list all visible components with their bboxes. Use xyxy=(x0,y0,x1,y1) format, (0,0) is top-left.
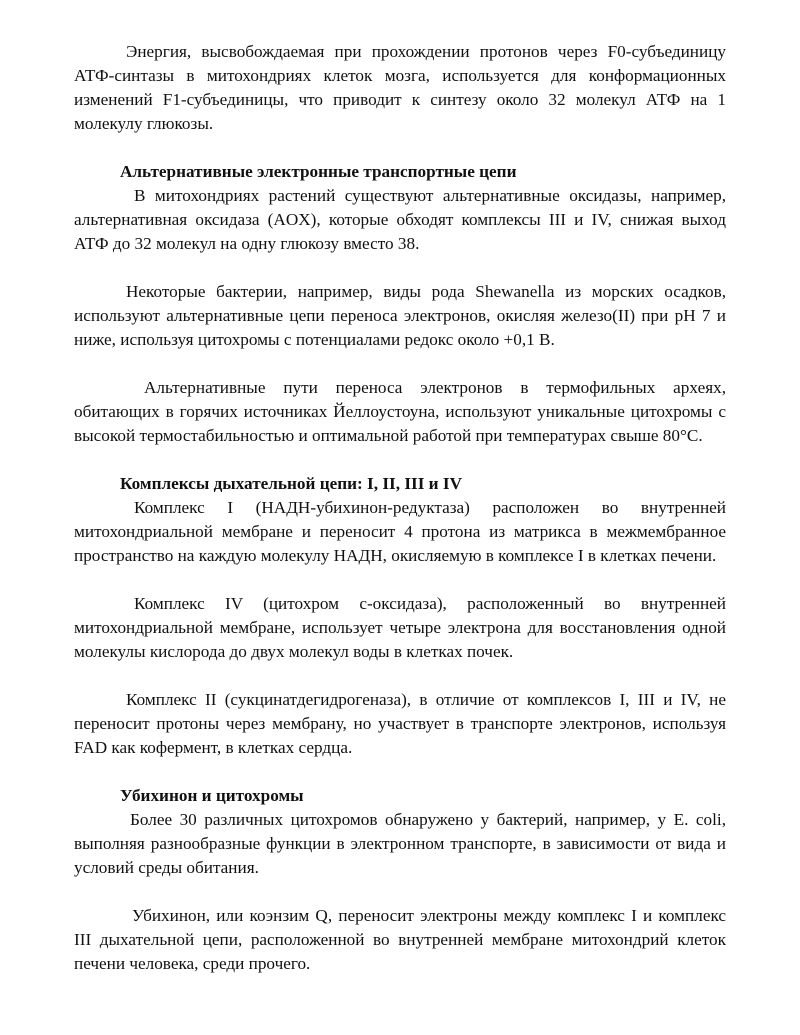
spacer xyxy=(74,760,726,784)
paragraph-atp-synthase: Энергия, высвобождаемая при прохождении протонов через F0-субъединицу АТФ-синтазы в митохондриях клеток мозга, используется для конформационных изменений F1-субъединицы, что приводит к синтезу около 32 молекул АТФ на 1 молекулу глюкозы. xyxy=(74,42,726,133)
spacer xyxy=(74,136,726,160)
spacer xyxy=(74,256,726,280)
paragraph-ubiquinone: Убихинон, или коэнзим Q, переносит электроны между комплекс I и комплекс III дыхательной цепи, расположенной во внутренней мембране митохондрий клеток печени человека, среди прочего. xyxy=(74,906,726,973)
heading-alternative-chains: Альтернативные электронные транспортные цепи xyxy=(120,162,517,181)
paragraph-complex-two: Комплекс II (сукцинатдегидрогеназа), в отличие от комплексов I, III и IV, не переносит протоны через мембрану, но участвует в транспорте электронов, используя FAD как кофермент, в клетках сердца. xyxy=(74,690,726,757)
spacer xyxy=(74,664,726,688)
paragraph-complex-one: Комплекс I (НАДН-убихинон-редуктаза) расположен во внутренней митохондриальной мембране и переносит 4 протона из матрикса в межмембранное пространство на каждую молекулу НАДН, окисляемую в комплексе I в клетках печени. xyxy=(74,498,726,565)
paragraph-archaea: Альтернативные пути переноса электронов в термофильных археях, обитающих в горячих источниках Йеллоустоуна, используют уникальные цитохромы с высокой термостабильностью и оптимальной работой при температурах свыше 80°C. xyxy=(74,378,726,445)
document-page xyxy=(74,40,726,976)
heading-ubiquinone-cytochromes: Убихинон и цитохромы xyxy=(120,786,304,805)
heading-respiratory-complexes: Комплексы дыхательной цепи: I, II, III и IV xyxy=(120,474,462,493)
spacer xyxy=(74,568,726,592)
spacer xyxy=(74,448,726,472)
paragraph-shewanella: Некоторые бактерии, например, виды рода Shewanella из морских осадков, используют альтернативные цепи переноса электронов, окисляя железо(II) при pH 7 и ниже, используя цитохромы с потенциалами редокс около +0,1 В. xyxy=(74,282,726,349)
paragraph-complex-four: Комплекс IV (цитохром c-оксидаза), расположенный во внутренней митохондриальной мембране, использует четыре электрона для восстановления одной молекулы кислорода до двух молекул воды в клетках почек. xyxy=(74,594,726,661)
spacer xyxy=(74,880,726,904)
paragraph-plant-oxidases: В митохондриях растений существуют альтернативные оксидазы, например, альтернативная оксидаза (AOX), которые обходят комплексы III и IV, снижая выход АТФ до 32 молекул на одну глюкозу вместо 38. xyxy=(74,186,726,253)
paragraph-bacterial-cytochromes: Более 30 различных цитохромов обнаружено у бактерий, например, у E. coli, выполняя разнообразные функции в электронном транспорте, в зависимости от вида и условий среды обитания. xyxy=(74,810,726,877)
spacer xyxy=(74,352,726,376)
